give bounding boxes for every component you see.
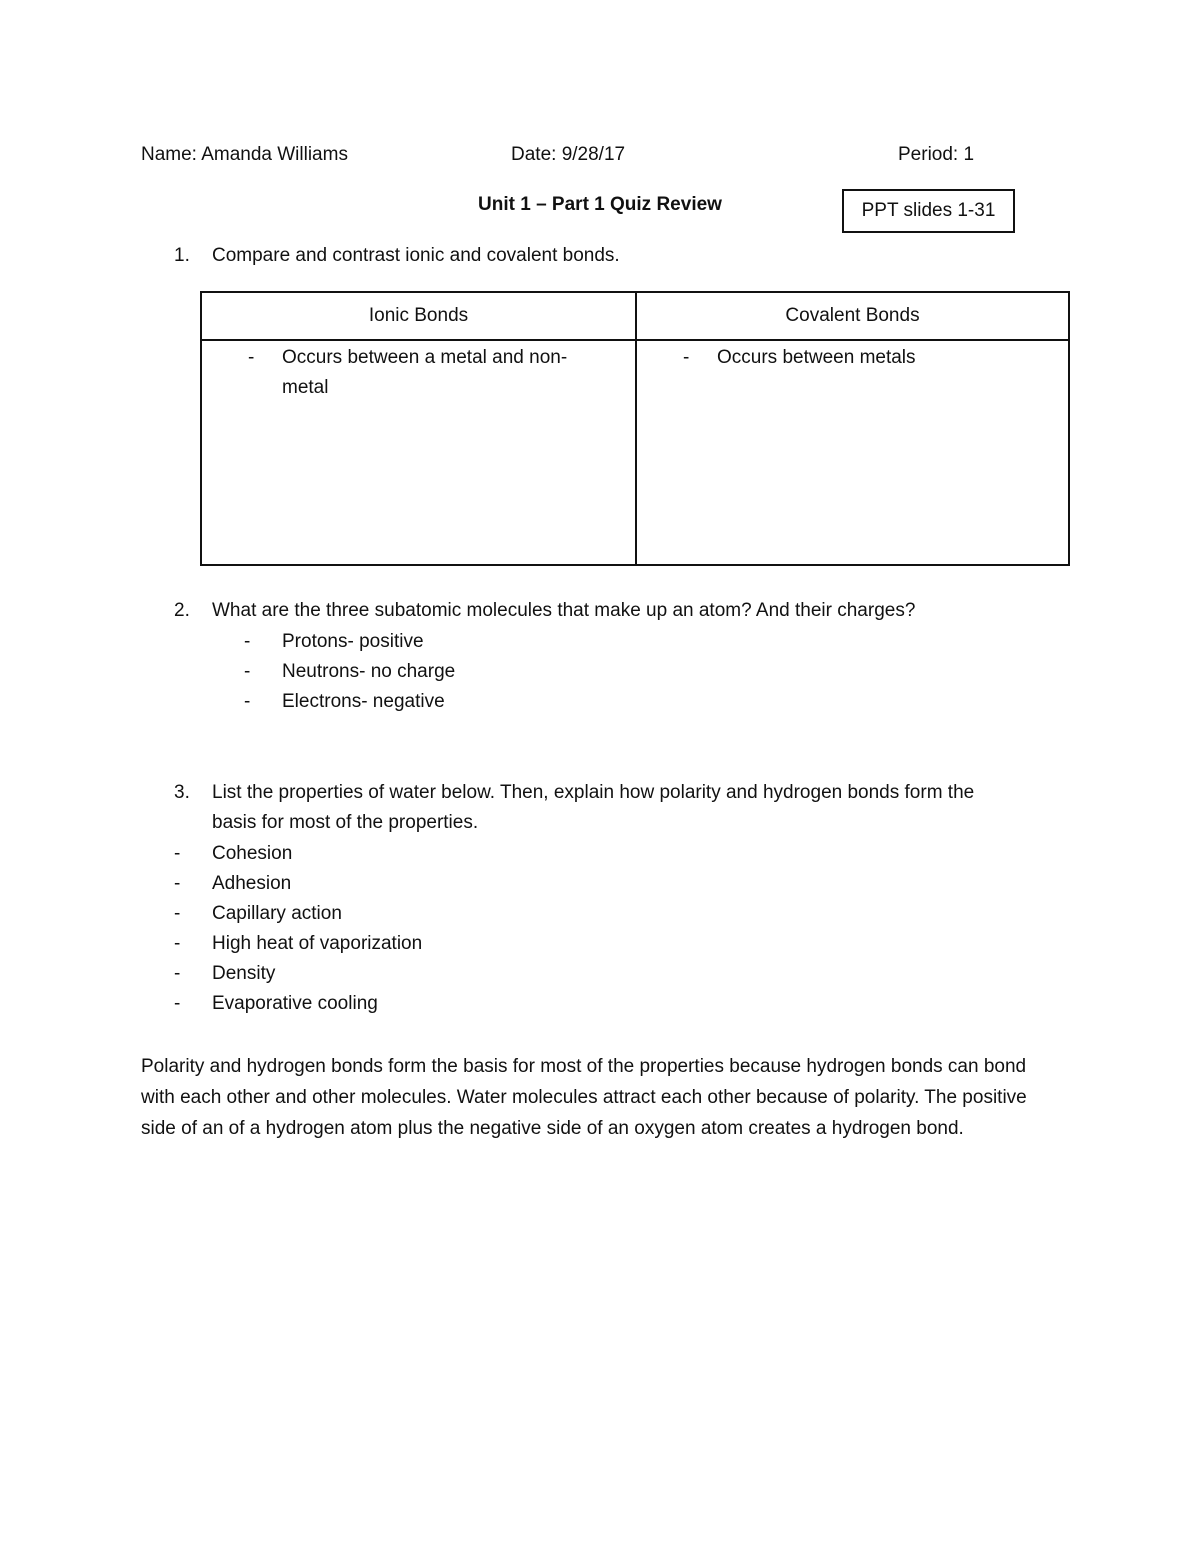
answer-text: Capillary action xyxy=(212,903,342,924)
question-1-text: Compare and contrast ionic and covalent bonds. xyxy=(212,245,620,266)
dash-bullet: - xyxy=(683,347,690,368)
answer-text: Electrons- negative xyxy=(282,691,445,712)
question-3-text-line1: List the properties of water below. Then, explain how polarity and hydrogen bonds form the xyxy=(212,782,975,803)
question-2-number: 2. xyxy=(174,600,190,621)
dash-bullet: - xyxy=(174,843,181,864)
bonds-table xyxy=(200,291,1070,566)
answer-text: Adhesion xyxy=(212,873,292,894)
question-2-answers xyxy=(244,627,455,717)
dash-bullet: - xyxy=(174,903,181,924)
question-3-number: 3. xyxy=(174,782,190,803)
student-name: Name: Amanda Williams xyxy=(141,144,348,165)
question-1-number: 1. xyxy=(174,245,190,266)
answer-text: Evaporative cooling xyxy=(212,993,378,1014)
list-item xyxy=(174,839,422,869)
answer-text: High heat of vaporization xyxy=(212,933,423,954)
list-item xyxy=(202,343,635,403)
answer-text: Cohesion xyxy=(212,843,293,864)
dash-bullet: - xyxy=(248,347,255,368)
question-2-text: What are the three subatomic molecules that make up an atom? And their charges? xyxy=(212,600,916,621)
list-item xyxy=(174,869,422,899)
page-title: Unit 1 – Part 1 Quiz Review xyxy=(478,194,722,215)
dash-bullet: - xyxy=(244,691,251,712)
list-item xyxy=(637,343,1068,373)
list-item xyxy=(174,899,422,929)
date: Date: 9/28/17 xyxy=(511,144,626,165)
answer-text: Neutrons- no charge xyxy=(282,661,456,682)
answer-text: Density xyxy=(212,963,276,984)
ionic-item-text: Occurs between a metal and non-metal xyxy=(282,347,568,398)
list-item xyxy=(244,657,455,687)
dash-bullet: - xyxy=(174,873,181,894)
list-item xyxy=(174,929,422,959)
question-3 xyxy=(174,782,974,804)
table-row xyxy=(201,340,1069,565)
covalent-item-text: Occurs between metals xyxy=(717,347,916,368)
covalent-bonds-cell xyxy=(636,340,1069,565)
answer-paragraph: Polarity and hydrogen bonds form the basis for most of the properties because hydrogen bonds can bond with each other and other molecules. Water molecules attract each other because of polarity. The positive side of an of a hydrogen atom plus the negative side of an oxygen atom creates a hydrogen bond. xyxy=(141,1056,1027,1139)
list-item xyxy=(174,959,422,989)
answer-text: Protons- positive xyxy=(282,631,424,652)
table-header-row xyxy=(201,292,1069,340)
list-item xyxy=(174,989,422,1019)
question-3-answers xyxy=(174,839,422,1019)
list-item xyxy=(244,687,455,717)
question-2 xyxy=(174,600,915,622)
ionic-bonds-cell xyxy=(201,340,636,565)
dash-bullet: - xyxy=(244,631,251,652)
dash-bullet: - xyxy=(174,993,181,1014)
ionic-bonds-header: Ionic Bonds xyxy=(201,292,636,340)
question-1 xyxy=(174,245,620,267)
ppt-slides-label: PPT slides 1-31 xyxy=(861,200,996,221)
dash-bullet: - xyxy=(174,963,181,984)
period: Period: 1 xyxy=(898,144,975,165)
list-item xyxy=(244,627,455,657)
question-3-text-line2: basis for most of the properties. xyxy=(212,812,479,833)
ppt-slides-note xyxy=(842,189,1015,233)
covalent-bonds-header: Covalent Bonds xyxy=(636,292,1069,340)
dash-bullet: - xyxy=(174,933,181,954)
dash-bullet: - xyxy=(244,661,251,682)
